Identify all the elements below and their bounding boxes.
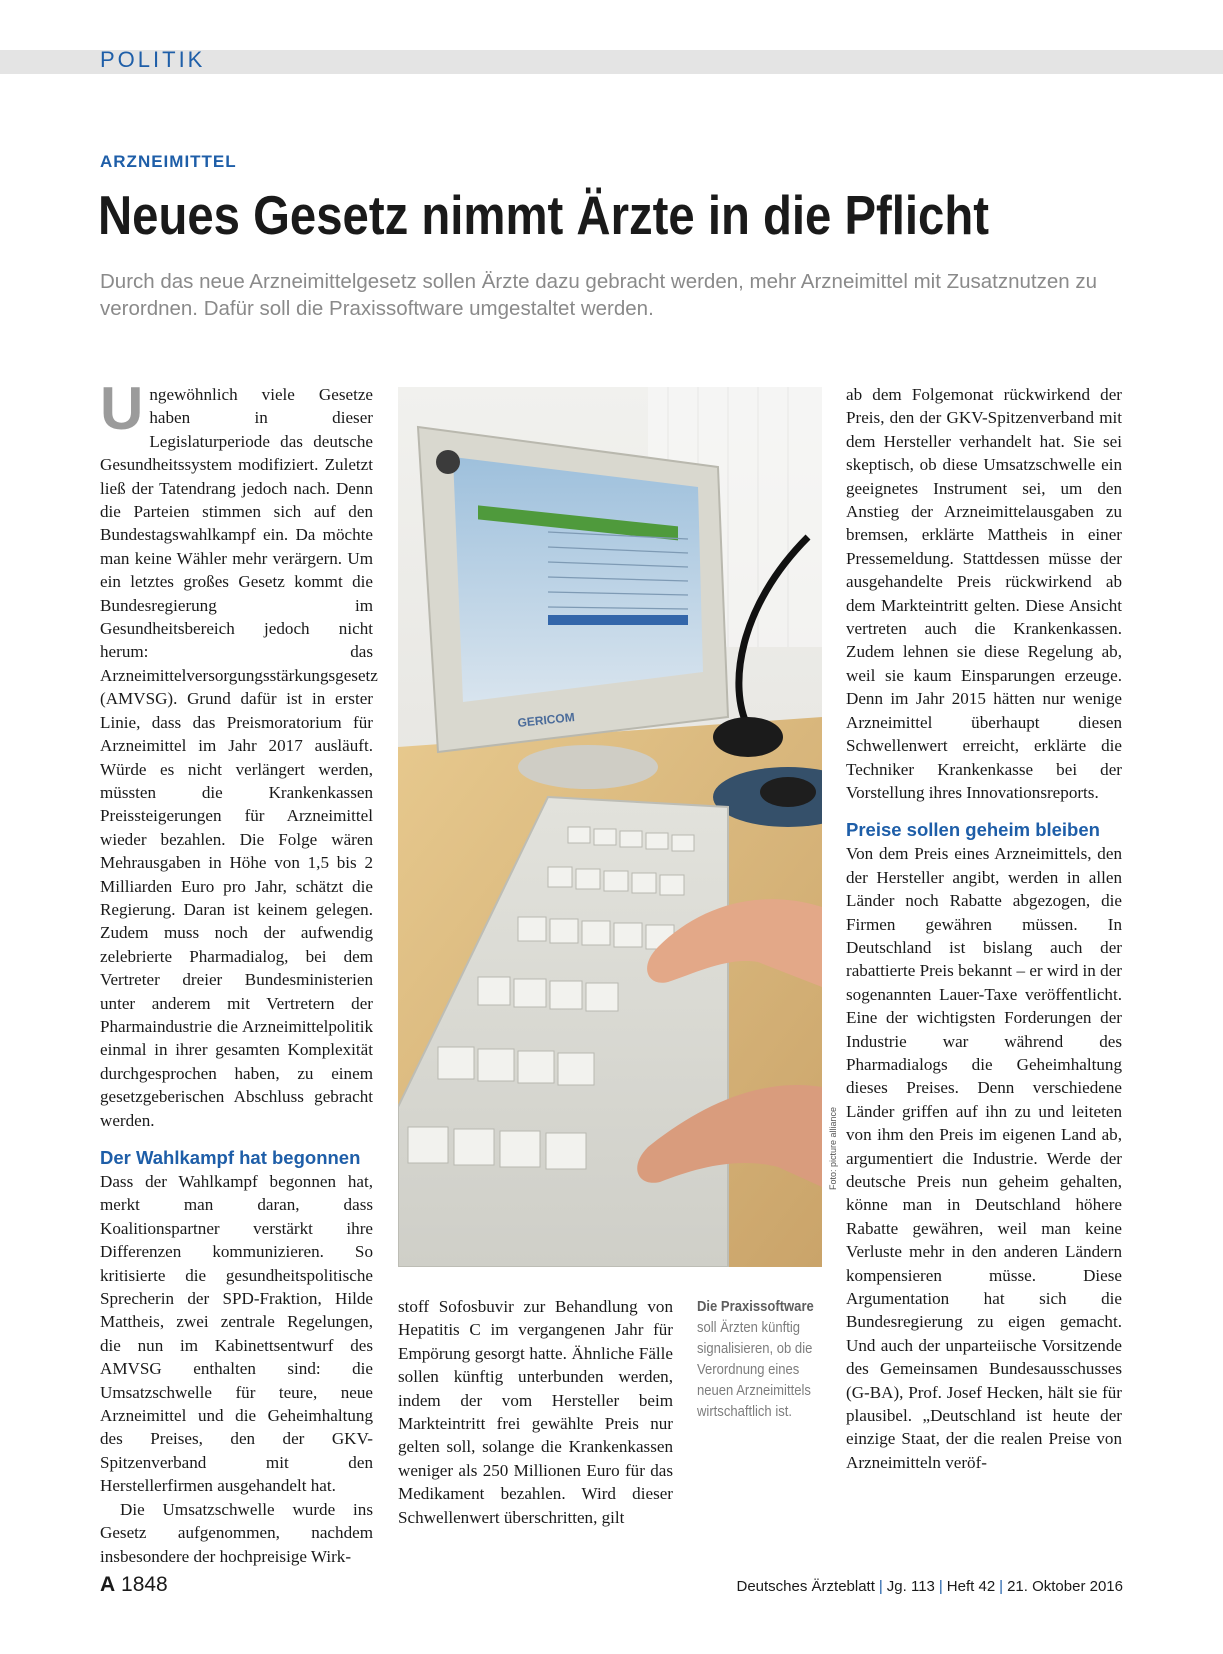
dropcap: U (100, 375, 144, 442)
headline: Neues Gesetz nimmt Ärzte in die Pflicht (98, 184, 990, 246)
subheading: Preise sollen geheim bleiben (846, 819, 1100, 841)
svg-text:GERICOM: GERICOM (516, 710, 576, 730)
divider: | (938, 1578, 943, 1595)
page-prefix: A (100, 1573, 116, 1596)
lead-text: Durch das neue Arzneimittelgesetz sollen Ärzte dazu gebracht werden, mehr Arzneimittel mit Zusatznutzen zu verordnen. Dafür soll die Praxissoftware umgestaltet werden. (100, 270, 1098, 320)
divider: | (878, 1578, 883, 1595)
journal-volume: Jg. 113 (886, 1578, 935, 1595)
subheading: Der Wahlkampf hat begonnen (100, 1147, 361, 1168)
journal-date: 21. Oktober 2016 (1007, 1578, 1123, 1595)
paragraph-text: ngewöhnlich viele Gesetze haben in dieser Legislaturperiode das deutsche Gesundheitssystem modifiziert. Zuletzt ließ der Tatendrang jedoch nach. Denn die Parteien stimmen sich auf den Bundestagswahlkampf ein. Da möchte man keine Wähler mehr verärgern. Um ein letztes großes Gesetz kommt die Bundesregierung im Gesundheitsbereich jedoch nicht herum: das Arzneimittelversorgungsstärkungsgesetz (AMVSG). Grund dafür ist in erster Linie, dass das Preismoratorium für Arzneimittel im Jahr 2017 ausläuft. Würde es nicht verlängert werden, müssten die Krankenkassen Preissteigerungen für Arzneimittel wieder bezahlen. Die Folge wären Mehrausgaben in Höhe von 1,5 bis 2 Milliarden Euro pro Jahr, schätzt die Regierung. Daran ist keinem gelegen. Zudem muss noch der aufwendig zelebrierte Pharmadialog, bei dem Vertreter dreier Bundesministerien unter anderem mit Vertretern der Pharmaindustrie die Arzneimittelpolitik einmal in ihrer gesamten Komplexität durchgesprochen haben, zu einem gesetzgeberischen Abschluss gebracht werden. (100, 385, 378, 1130)
article-photo (398, 387, 822, 1267)
kicker: ARZNEIMITTEL (100, 152, 237, 171)
caption-text: soll Ärzten künftig signalisieren, ob die Verordnung eines neuen Arzneimittels wirtschaftlich ist. (697, 1320, 813, 1420)
article-column-right (846, 383, 1122, 1474)
computer-keyboard-image (398, 387, 822, 1267)
section-label: POLITIK (100, 47, 206, 72)
paragraph: Von dem Preis eines Arzneimittels, den der Hersteller angibt, werden in allen Länder noch Rabatte abgezogen, die Firmen gewähren müssen. In Deutschland ist bislang auch der rabattierte Preis bekannt – er wird in der sogenannten Lauer-Taxe veröffentlicht. Eine der wichtigsten Forderungen der Industrie war während des Pharmadialogs die Geheimhaltung dieses Preises. Denn verschiedene Länder griffen auf ihn zu und leiteten von ihm den Preis im eigenen Land ab, argumentiert die Industrie. Werde der deutsche Preis nun geheim gehalten, könne man in Deutschland höhere Rabatte gewähren, weil man keine Verluste mehr in den anderen Ländern kompensieren müsse. Diese Argumentation hat sich die Bundesregierung zu eigen gemacht. Und auch der unparteiische Vorsitzende des Gemeinsamen Bundesausschusses (G-BA), Prof. Josef Hecken, hält sie für plausibel. „Deutschland ist heute der einzige Staat, der die realen Preise von Arzneimitteln veröf- (846, 844, 1122, 1472)
paragraph: ab dem Folgemonat rückwirkend der Preis, den der GKV-Spitzenverband mit dem Hersteller verhandelt hat. Sie sei skeptisch, ob diese Umsatzschwelle ein geeignetes Instrument sei, um den Anstieg der Arzneimittelausgaben zu bremsen, erklärte Mattheis in einer Pressemeldung. Stattdessen müsse der ausgehandelte Preis rückwirkend ab dem Markteintritt gelten. Diese Ansicht vertreten auch die Krankenkassen. Zudem lehnen sie diese Regelung ab, weil sie kaum Einsparungen erzeuge. Denn im Jahr 2015 hätten nur wenige Arzneimittel überhaupt diesen Schwellenwert erreicht, erklärte die Techniker Krankenkasse bei der Vorstellung ihres Innovationsreports. (846, 385, 1122, 802)
journal-issue: Heft 42 (946, 1578, 996, 1595)
article-column-left (100, 375, 378, 1568)
paragraph: Die Umsatzschwelle wurde ins Gesetz aufgenommen, nachdem insbesondere der hochpreisige Wirk- (100, 1499, 373, 1566)
paragraph: Dass der Wahlkampf begonnen hat, merkt man daran, dass Koalitionspartner verstärkt ihre Differenzen kommunizieren. So kritisierte die gesundheitspolitische Sprecherin der SPD-Fraktion, Hilde Mattheis, zwei zentrale Regelungen, die nun im Kabinettsentwurf des AMVSG enthalten sind: die Umsatzschwelle für teure, neue Arzneimittel und die Geheimhaltung des Preises, den der GKV-Spitzenverband mit den Herstellerfirmen ausgehandelt hat. (100, 1172, 373, 1496)
caption-bold: Die Praxissoftware (697, 1299, 814, 1315)
divider: | (999, 1578, 1004, 1595)
page-number-value: 1848 (121, 1573, 168, 1596)
article-column-middle (398, 1295, 673, 1529)
journal-footer (736, 1578, 1123, 1595)
photo-credit: Foto: picture alliance (828, 1106, 838, 1190)
photo-caption (697, 1297, 814, 1423)
paragraph: stoff Sofosbuvir zur Behandlung von Hepatitis C im vergangenen Jahr für Empörung gesorgt hatte. Ähnliche Fälle sollen künftig unterbunden werden, indem der vom Hersteller beim Markteintritt frei gewählte Preis nur gelten soll, solange die Krankenkassen weniger als 250 Millionen Euro für das Medikament bezahlen. Wird dieser Schwellenwert überschritten, gilt (398, 1297, 673, 1527)
journal-name: Deutsches Ärzteblatt (736, 1578, 875, 1595)
paragraph (100, 375, 378, 1132)
page-number (100, 1573, 168, 1597)
